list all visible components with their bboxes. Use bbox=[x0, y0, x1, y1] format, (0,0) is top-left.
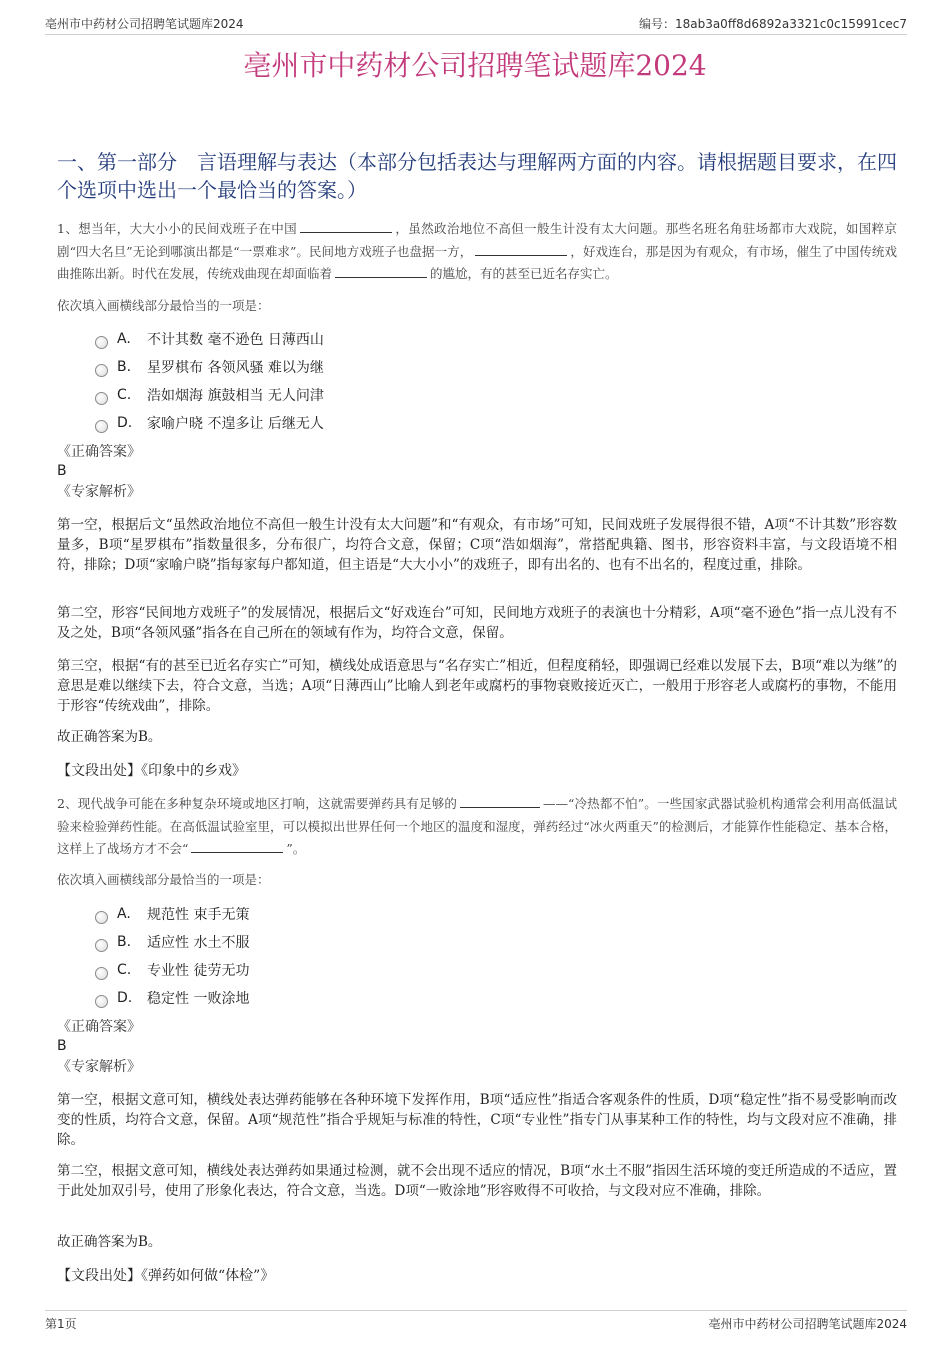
option-letter: A. bbox=[117, 331, 131, 347]
analysis-label: 《专家解析》 bbox=[57, 1059, 141, 1075]
question-2-stem bbox=[57, 793, 897, 861]
option-text: 不计其数 毫不逊色 日薄西山 bbox=[147, 332, 324, 348]
fill-blank bbox=[460, 795, 540, 808]
radio-button[interactable] bbox=[95, 911, 108, 924]
question-2-prompt: 依次填入画横线部分最恰当的一项是： bbox=[57, 872, 270, 887]
stem-text: 的尴尬，有的甚至已近名存实亡。 bbox=[430, 266, 618, 281]
question-1-stem bbox=[57, 218, 897, 286]
option-a[interactable] bbox=[95, 900, 249, 928]
stem-text: ，虽然政治地位不高但一般生计没有太大问题。那些名班名角驻场都市大戏院，如国粹京剧“四大名旦”无论到哪演出都是“一票难求”。民间地方戏班子也盘据一方， bbox=[57, 221, 897, 259]
option-letter: D. bbox=[117, 415, 133, 431]
option-text: 规范性 束手无策 bbox=[147, 907, 250, 923]
analysis-paragraph: 第一空，根据文意可知，横线处表达弹药能够在各种环境下发挥作用，B项“适应性”指适合客观条件的性质，D项“稳定性”指不易受影响而改变的性质，均符合文意，保留。A项“规范性”指合乎规矩与标准的特性，C项“专业性”指专门从事某种工作的特性，均与文段对应不准确，排除。 bbox=[57, 1092, 897, 1148]
page-footer bbox=[45, 1310, 907, 1331]
header-doc-name: 亳州市中药材公司招聘笔试题库2024 bbox=[45, 17, 244, 31]
passage-source: 【文段出处】《弹药如何做“体检”》 bbox=[57, 1268, 275, 1284]
radio-button[interactable] bbox=[95, 336, 108, 349]
section-heading: 一、第一部分 言语理解与表达（本部分包括表达与理解两方面的内容。请根据题目要求，在四个选项中选出一个最恰当的答案。） bbox=[57, 150, 897, 202]
analysis-conclusion: 故正确答案为B。 bbox=[57, 729, 162, 745]
option-text: 星罗棋布 各领风骚 难以为继 bbox=[147, 360, 324, 376]
analysis-paragraph: 第二空，根据文意可知，横线处表达弹药如果通过检测，就不会出现不适应的情况，B项“水土不服”指因生活环境的变迁所造成的不适应，置于此处加双引号，使用了形象化表达，符合文意，当选。D项“一败涂地”形容败得不可收拾，与文段对应不准确，排除。 bbox=[57, 1163, 897, 1199]
page-number: 第1页 bbox=[45, 1317, 77, 1331]
stem-text: ，好戏连台，那是因为有观众，有市场，催生了中国传统戏曲推陈出新。时代在发展，传统戏曲现在却面临着 bbox=[57, 243, 897, 281]
passage-source: 【文段出处】《印象中的乡戏》 bbox=[57, 763, 246, 779]
option-c[interactable] bbox=[95, 956, 249, 984]
header-doc-id: 编号：18ab3a0ff8d6892a3321c0c15991cec7 bbox=[638, 17, 907, 31]
radio-button[interactable] bbox=[95, 939, 108, 952]
radio-button[interactable] bbox=[95, 420, 108, 433]
page-header bbox=[45, 15, 907, 35]
option-text: 浩如烟海 旗鼓相当 无人问津 bbox=[147, 388, 324, 404]
option-letter: C. bbox=[117, 387, 132, 403]
question-2-options bbox=[95, 900, 249, 1012]
option-a[interactable] bbox=[95, 325, 324, 353]
option-letter: B. bbox=[117, 934, 132, 950]
option-d[interactable] bbox=[95, 984, 249, 1012]
option-text: 专业性 徒劳无功 bbox=[147, 963, 250, 979]
option-b[interactable] bbox=[95, 353, 324, 381]
fill-blank bbox=[300, 220, 392, 233]
answer-label: 《正确答案》 bbox=[57, 1019, 141, 1035]
fill-blank bbox=[475, 243, 567, 256]
correct-answer: B bbox=[57, 1038, 67, 1054]
option-text: 适应性 水土不服 bbox=[147, 935, 250, 951]
analysis-paragraph: 第三空，根据“有的甚至已近名存实亡”可知，横线处成语意思与“名存实亡”相近，但程度稍轻，即强调已经难以发展下去，B项“难以为继”的意思是难以继续下去，符合文意，当选；A项“日薄西山”比喻人到老年或腐朽的事物衰败接近灭亡，一般用于形容老人或腐朽的事物，不能用于形容“传统戏曲”，排除。 bbox=[57, 658, 897, 714]
document-title: 亳州市中药材公司招聘笔试题库2024 bbox=[243, 49, 707, 82]
fill-blank bbox=[335, 265, 427, 278]
footer-doc-name: 亳州市中药材公司招聘笔试题库2024 bbox=[708, 1317, 907, 1331]
fill-blank bbox=[191, 840, 283, 853]
question-1-options bbox=[95, 325, 324, 437]
option-letter: D. bbox=[117, 990, 133, 1006]
analysis-paragraph: 第二空，形容“民间地方戏班子”的发展情况，根据后文“好戏连台”可知，民间地方戏班子的表演也十分精彩，A项“毫不逊色”指一点儿没有不及之处，B项“各领风骚”指各在自己所在的领域有作为，均符合文意，保留。 bbox=[57, 605, 897, 641]
correct-answer: B bbox=[57, 463, 67, 479]
option-letter: C. bbox=[117, 962, 132, 978]
option-text: 家喻户晓 不遑多让 后继无人 bbox=[147, 416, 324, 432]
radio-button[interactable] bbox=[95, 392, 108, 405]
answer-label: 《正确答案》 bbox=[57, 444, 141, 460]
question-1-prompt: 依次填入画横线部分最恰当的一项是： bbox=[57, 298, 270, 313]
analysis-paragraph: 第一空，根据后文“虽然政治地位不高但一般生计没有太大问题”和“有观众，有市场”可知，民间戏班子发展得很不错，A项“不计其数”形容数量多，B项“星罗棋布”指数量很多，分布很广，均符合文意，保留；C项“浩如烟海”，常搭配典籍、图书，形容资料丰富，与文段语境不相符，排除；D项“家喻户晓”指每家每户都知道，但主语是“大大小小”的戏班子，即有出名的、也有不出名的，程度过重，排除。 bbox=[57, 517, 897, 573]
radio-button[interactable] bbox=[95, 967, 108, 980]
option-d[interactable] bbox=[95, 409, 324, 437]
option-b[interactable] bbox=[95, 928, 249, 956]
option-c[interactable] bbox=[95, 381, 324, 409]
radio-button[interactable] bbox=[95, 995, 108, 1008]
analysis-label: 《专家解析》 bbox=[57, 484, 141, 500]
stem-text: 1、想当年，大大小小的民间戏班子在中国 bbox=[57, 221, 298, 236]
radio-button[interactable] bbox=[95, 364, 108, 377]
option-letter: B. bbox=[117, 359, 132, 375]
stem-text: 2、现代战争可能在多种复杂环境或地区打响，这就需要弹药具有足够的 bbox=[57, 796, 457, 811]
stem-text: ——“冷热都不怕”。一些国家武器试验机构通常会利用高低温试验来检验弹药性能。在高低温试验室里，可以模拟出世界任何一个地区的温度和湿度，弹药经过“冰火两重天”的检测后，才能算作性能稳定、基本合格，这样上了战场方才不会“ bbox=[57, 796, 897, 856]
option-text: 稳定性 一败涂地 bbox=[147, 991, 250, 1007]
stem-text: ”。 bbox=[286, 841, 306, 856]
analysis-conclusion: 故正确答案为B。 bbox=[57, 1234, 162, 1250]
option-letter: A. bbox=[117, 906, 131, 922]
